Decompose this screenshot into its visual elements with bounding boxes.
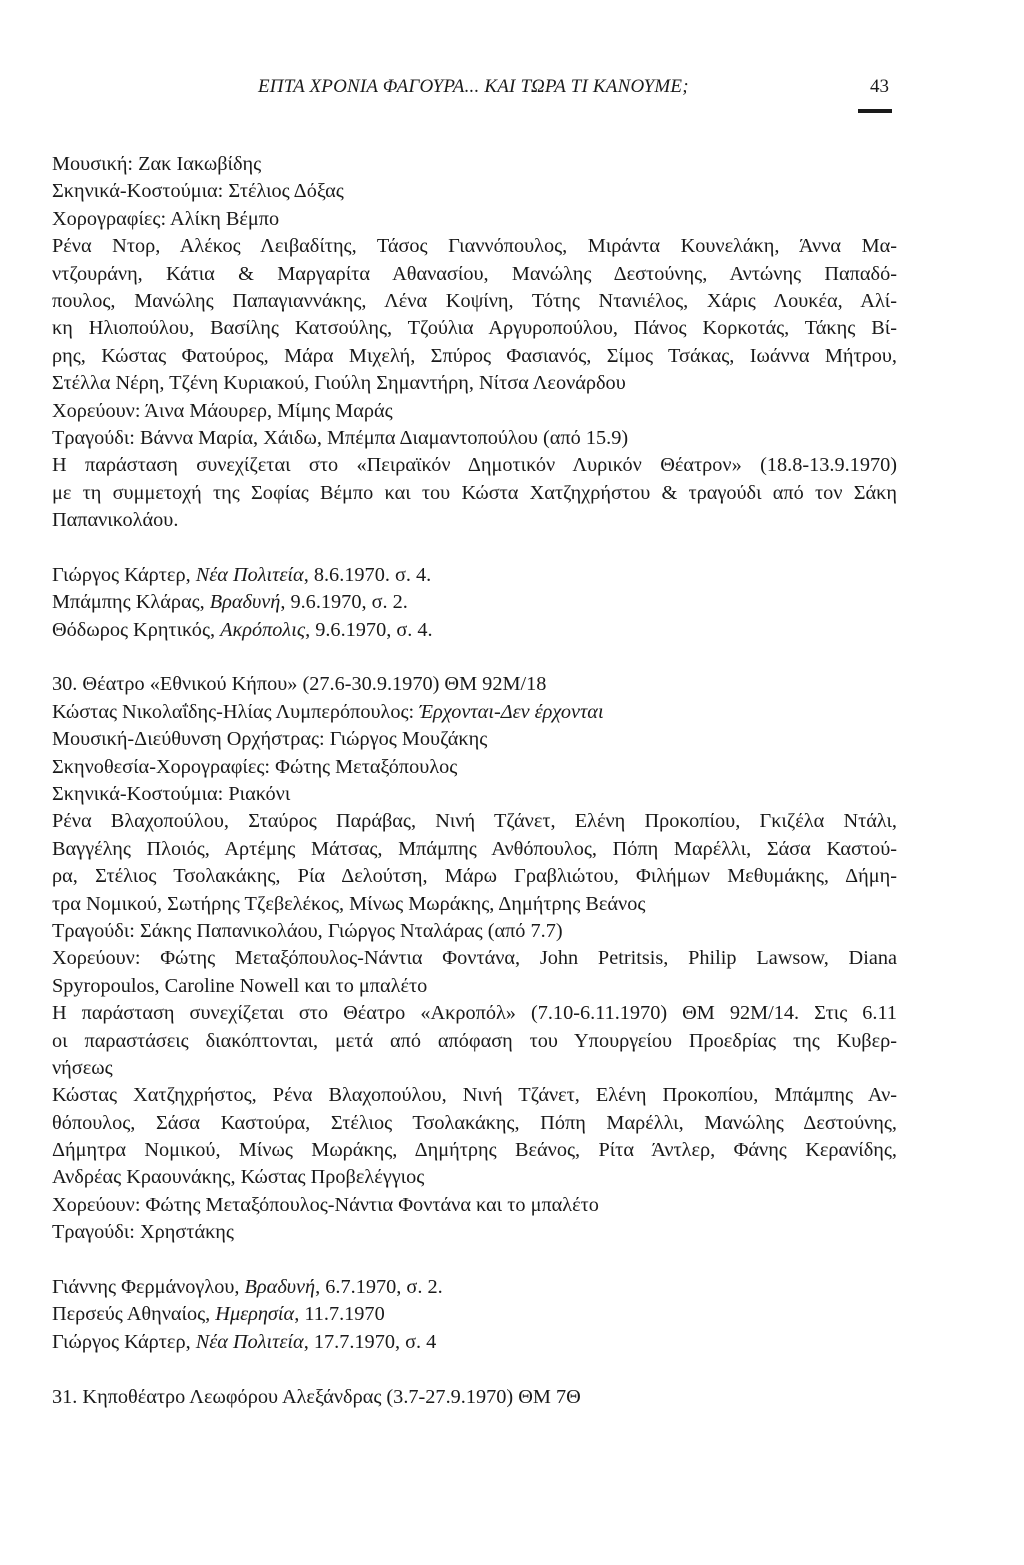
newspaper-title: Ακρόπολις [220, 618, 306, 641]
text-line: Κώστας Νικολαΐδης-Ηλίας Λυμπερόπουλος: Έρχονται-Δεν έρχονται [52, 700, 604, 723]
text-line: Μουσική-Διεύθυνση Ορχήστρας: Γιώργος Μουζάκης [52, 728, 488, 751]
reference-line: Γιώργος Κάρτερ, Νέα Πολιτεία, 17.7.1970, σ. 4 [52, 1330, 437, 1353]
page-number-underline [858, 109, 892, 113]
text-line: ρης, Κώστας Φατούρος, Μάρα Μιχελή, Σπύρος Φασιανός, Σίμος Τσάκας, Ιωάννα Μήτρου, [52, 344, 897, 367]
running-header: ΕΠΤΑ ΧΡΟΝΙΑ ΦΑΓΟΥΡΑ... ΚΑΙ ΤΩΡΑ ΤΙ ΚΑΝΟΥΜΕ; [258, 76, 689, 97]
newspaper-title: Βραδυνή [244, 1276, 316, 1299]
text-line: Ρένα Βλαχοπούλου, Σταύρος Παράβας, Νινή Τζάνετ, Ελένη Προκοπίου, Γκιζέλα Ντάλι, [52, 810, 897, 833]
text-line: Παπανικολάου. [52, 509, 179, 532]
text-line: Τραγούδι: Χρηστάκης [52, 1221, 234, 1244]
newspaper-title: Νέα Πολιτεία [195, 563, 304, 586]
reference-line: Θόδωρος Κρητικός, Ακρόπολις, 9.6.1970, σ. 4. [52, 618, 433, 641]
reference-line: Περσεύς Αθηναίος, Ημερησία, 11.7.1970 [52, 1303, 385, 1326]
text-line: Σκηνικά-Κοστούμια: Στέλιος Δόξας [52, 180, 344, 203]
page-number: 43 [870, 76, 889, 97]
text-line: Σκηνικά-Κοστούμια: Ριακόνι [52, 782, 291, 805]
text-line: με τη συμμετοχή της Σοφίας Βέμπο και του Κώστα Χατζηχρήστου & τραγούδι από τον Σάκη [52, 481, 897, 504]
play-title: Έρχονται-Δεν έρχονται [419, 700, 604, 723]
text-line: κη Ηλιοπούλου, Βασίλης Κατσούλης, Τζούλια Αργυροπούλου, Πάνος Κορκοτάς, Τάκης Βί- [52, 317, 897, 340]
reference-line: Γιάννης Φερμάνογλου, Βραδυνή, 6.7.1970, σ. 2. [52, 1276, 443, 1299]
reference-line: Γιώργος Κάρτερ, Νέα Πολιτεία, 8.6.1970. σ. 4. [52, 563, 432, 586]
text-line: Η παράσταση συνεχίζεται στο Θέατρο «Ακροπόλ» (7.10-6.11.1970) ΘΜ 92Μ/14. Στις 6.11 [52, 1002, 897, 1025]
text-line: Τραγούδι: Βάννα Μαρία, Χάιδω, Μπέμπα Διαμαντοπούλου (από 15.9) [52, 426, 629, 449]
entry-heading: 31. Κηποθέατρο Λεωφόρου Αλεξάνδρας (3.7-27.9.1970) ΘΜ 7Θ [52, 1385, 581, 1408]
text-line: Ρένα Ντορ, Αλέκος Λειβαδίτης, Τάσος Γιαννόπουλος, Μιράντα Κουνελάκη, Άννα Μα- [52, 235, 897, 258]
text-line: θόπουλος, Σάσα Καστούρα, Στέλιος Τσολακάκης, Πόπη Μαρέλλι, Μανώλης Δεστούνης, [52, 1111, 897, 1134]
text-line: Χορογραφίες: Αλίκη Βέμπο [52, 207, 280, 230]
text-line: τρα Νομικού, Σωτήρης Τζεβελέκος, Μίνως Μωράκης, Δημήτρης Βεάνος [52, 892, 646, 915]
page-body [52, 151, 897, 1411]
text-line: οι παραστάσεις διακόπτονται, μετά από απόφαση του Υπουργείου Προεδρίας της Κυβερ- [52, 1029, 897, 1052]
text-line: Βαγγέλης Πλοιός, Αρτέμης Μάτσας, Μπάμπης Ανθόπουλος, Πόπη Μαρέλλι, Σάσα Καστού- [52, 837, 897, 860]
reference-line: Μπάμπης Κλάρας, Βραδυνή, 9.6.1970, σ. 2. [52, 591, 408, 614]
newspaper-title: Ημερησία [215, 1303, 295, 1326]
text-line: ρα, Στέλιος Τσολακάκης, Ρία Δελούτση, Μάρω Γραβλιώτου, Φιλήμων Μεθυμάκης, Δήμη- [52, 865, 897, 888]
entry-heading: 30. Θέατρο «Εθνικού Κήπου» (27.6-30.9.1970) ΘΜ 92Μ/18 [52, 673, 547, 696]
text-line: Τραγούδι: Σάκης Παπανικολάου, Γιώργος Νταλάρας (από 7.7) [52, 919, 563, 942]
text-line: Στέλλα Νέρη, Τζένη Κυριακού, Γιούλη Σημαντήρη, Νίτσα Λεονάρδου [52, 372, 626, 395]
newspaper-title: Νέα Πολιτεία [195, 1330, 304, 1353]
text-line: Σκηνοθεσία-Χορογραφίες: Φώτης Μεταξόπουλος [52, 755, 458, 778]
newspaper-title: Βραδυνή [209, 591, 281, 614]
text-line: Μουσική: Ζακ Ιακωβίδης [52, 153, 262, 175]
text-line: Ανδρέας Κραουνάκης, Κώστας Προβελέγγιος [52, 1166, 425, 1189]
text-line: νήσεως [52, 1056, 113, 1079]
text-line: Η παράσταση συνεχίζεται στο «Πειραϊκόν Δημοτικόν Λυρικόν Θέατρον» (18.8-13.9.1970) [52, 454, 897, 477]
text-line: Χορεύουν: Φώτης Μεταξόπουλος-Νάντια Φοντάνα και το μπαλέτο [52, 1193, 599, 1216]
text-line: Δήμητρα Νομικού, Μίνως Μωράκης, Δημήτρης Βεάνος, Ρίτα Άντλερ, Φάνης Κερανίδης, [52, 1139, 897, 1162]
text-line: ντζουράνη, Κάτια & Μαργαρίτα Αθανασίου, Μανώλης Δεστούνης, Αντώνης Παπαδό- [52, 262, 897, 285]
text-line: Χορεύουν: Άινα Μάουρερ, Μίμης Μαράς [52, 399, 393, 422]
text-line: Spyropoulos, Caroline Nowell και το μπαλέτο [52, 974, 428, 997]
text-line: πουλος, Μανώλης Παπαγιαννάκης, Λένα Κοψίνη, Τότης Ντανιέλος, Χάρις Λουκέα, Αλί- [52, 289, 897, 312]
text-line: Κώστας Χατζηχρήστος, Ρένα Βλαχοπούλου, Νινή Τζάνετ, Ελένη Προκοπίου, Μπάμπης Αν- [52, 1084, 897, 1107]
text-line: Χορεύουν: Φώτης Μεταξόπουλος-Νάντια Φοντάνα, John Petritsis, Philip Lawsow, Diana [52, 947, 897, 970]
